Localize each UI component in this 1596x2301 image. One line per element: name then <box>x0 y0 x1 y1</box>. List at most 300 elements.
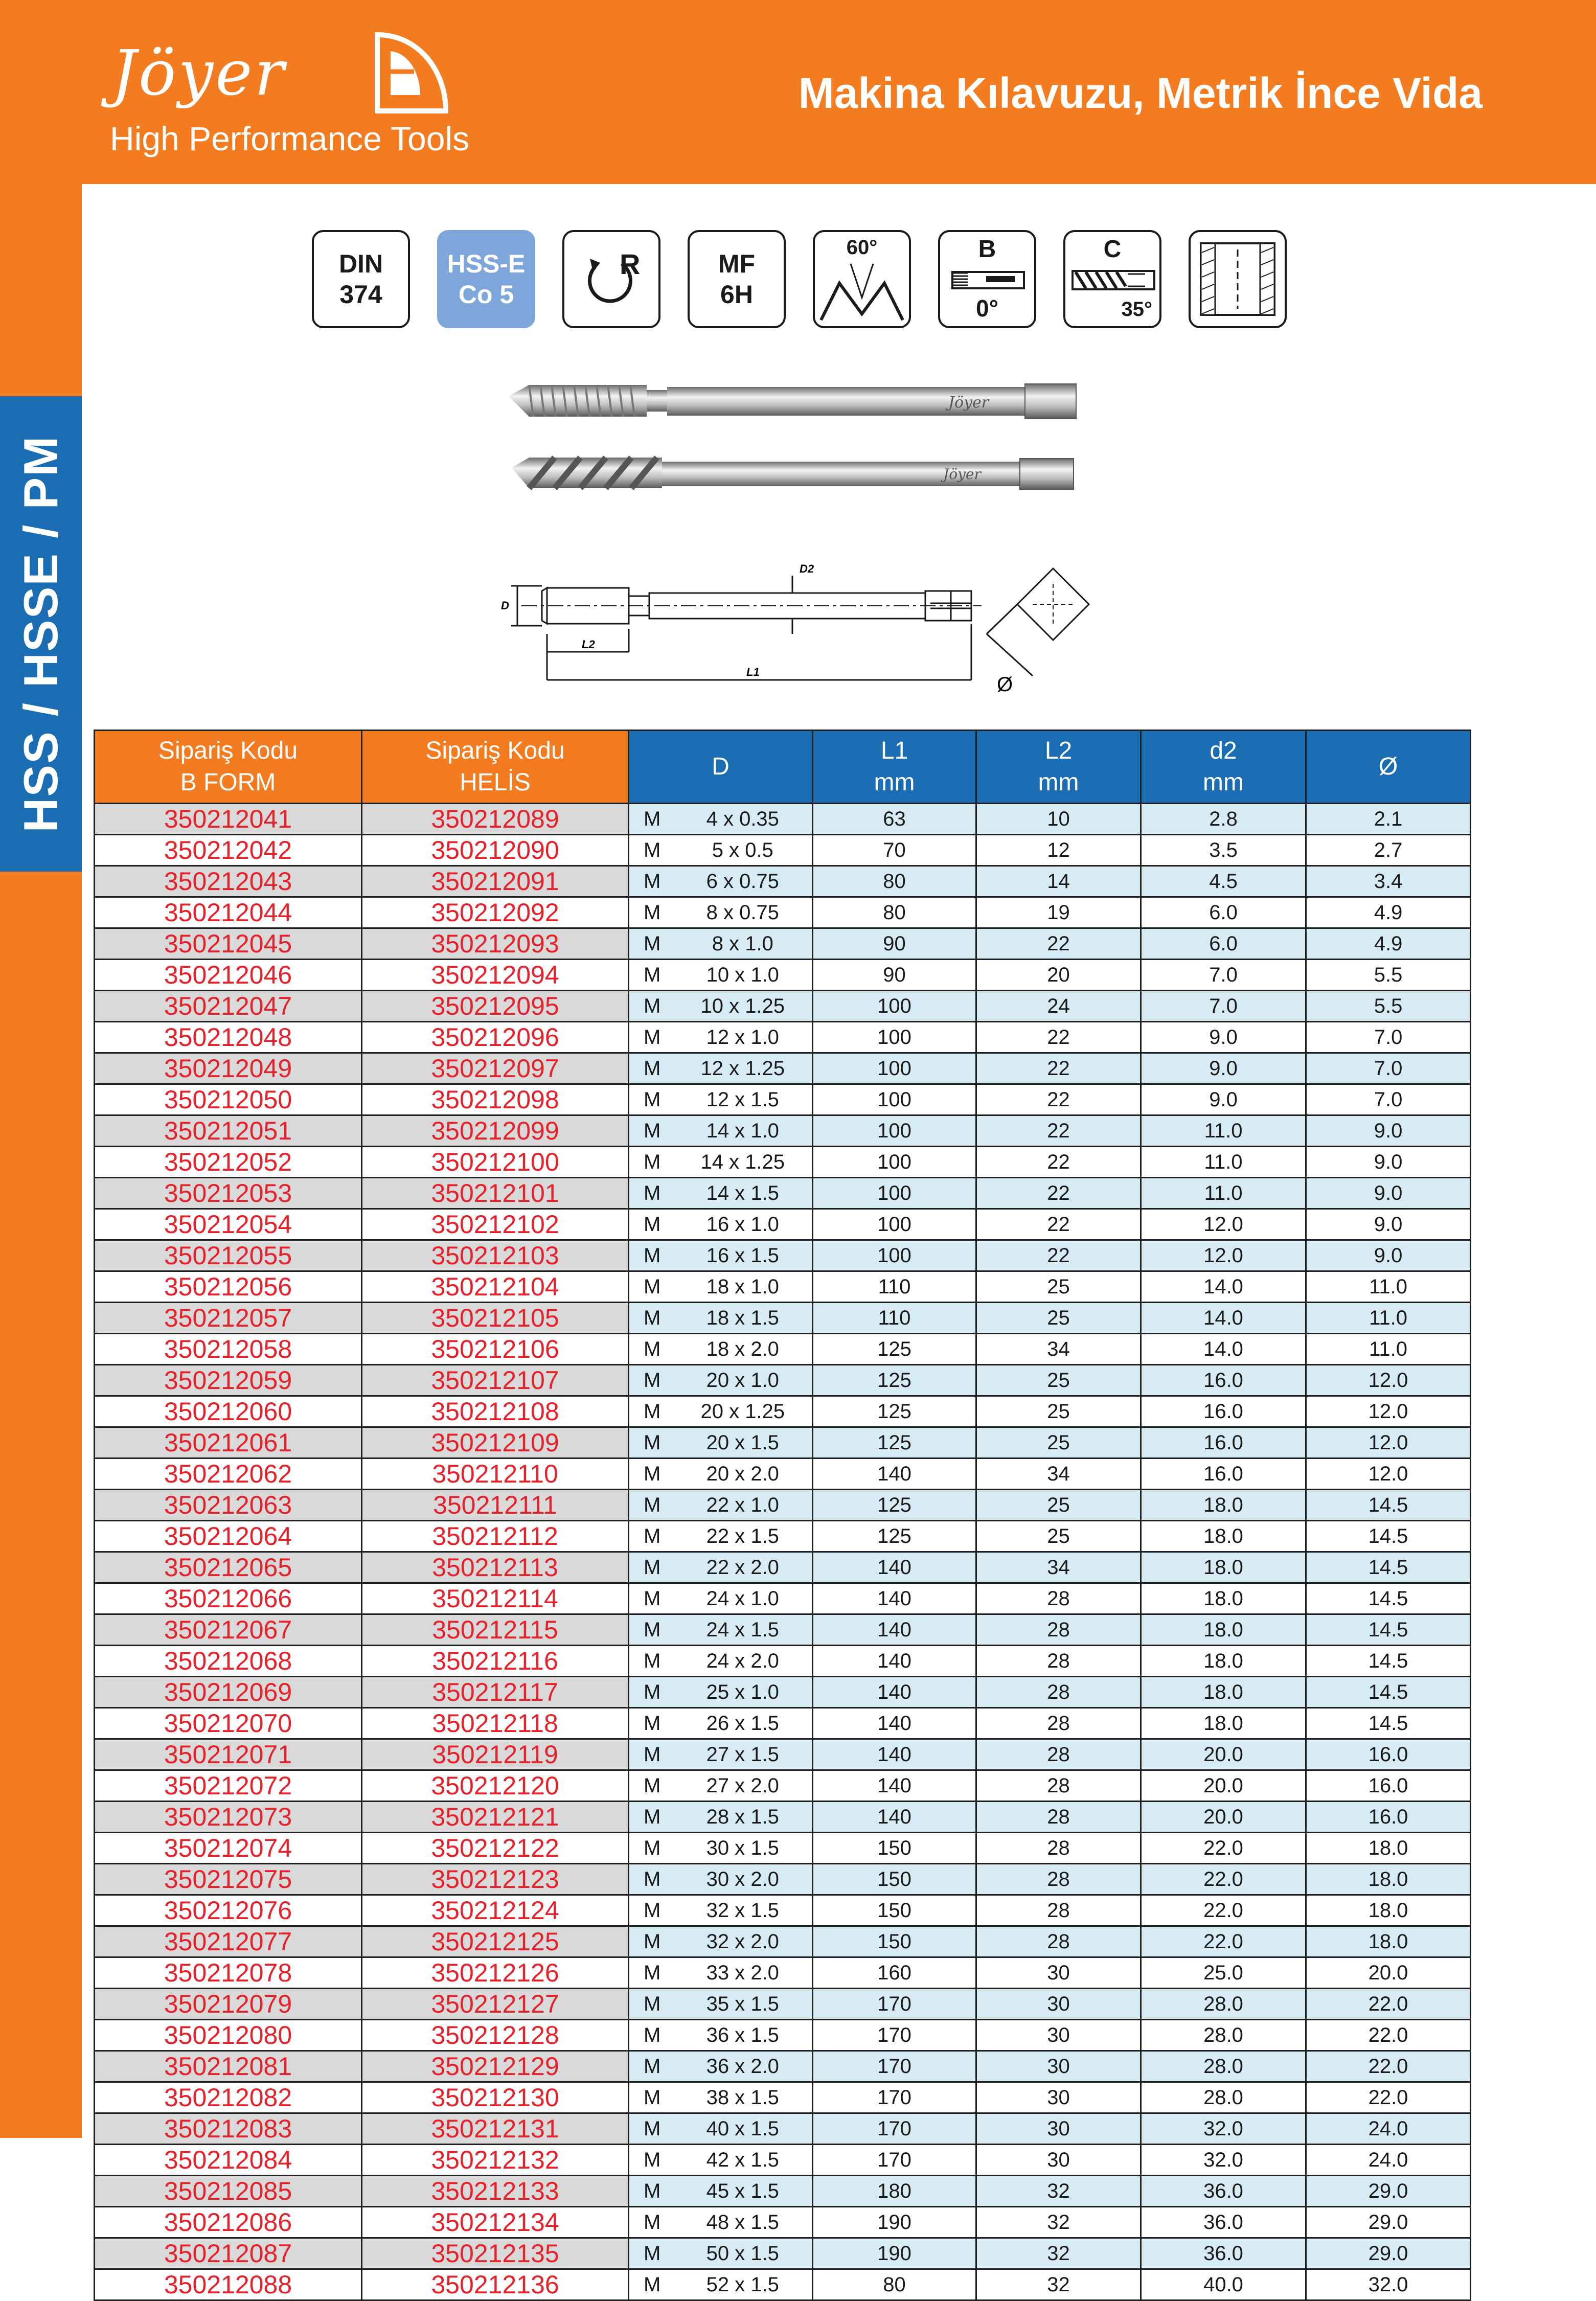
cell-thread-prefix: M <box>629 1770 674 1802</box>
cell-d2: 2.8 <box>1141 804 1306 835</box>
cell-square: 4.9 <box>1306 928 1471 960</box>
cell-thread-size: 20 x 1.0 <box>674 1365 813 1396</box>
cell-l1: 170 <box>813 1989 976 2020</box>
cell-code-helis: 350212129 <box>362 2051 629 2082</box>
cell-l2: 28 <box>976 1677 1141 1708</box>
cell-square: 16.0 <box>1306 1770 1471 1802</box>
cell-d2: 40.0 <box>1141 2269 1306 2300</box>
cell-d2: 32.0 <box>1141 2113 1306 2145</box>
table-row <box>95 991 1471 1022</box>
table-row <box>95 1521 1471 1552</box>
cell-d2: 12.0 <box>1141 1240 1306 1271</box>
cell-l2: 28 <box>976 1739 1141 1770</box>
table-row <box>95 1178 1471 1209</box>
thread-angle-symbol <box>813 230 911 328</box>
cell-code-helis: 350212095 <box>362 991 629 1022</box>
cell-code-helis: 350212096 <box>362 1022 629 1053</box>
table-row <box>95 2020 1471 2051</box>
cell-l1: 190 <box>813 2207 976 2238</box>
cell-thread-prefix: M <box>629 1739 674 1770</box>
dim-square: Ø <box>997 673 1013 696</box>
photo-mark-2: Jöyer <box>943 466 981 483</box>
dim-d: D <box>501 599 509 612</box>
cell-square: 9.0 <box>1306 1240 1471 1271</box>
cell-square: 4.9 <box>1306 897 1471 928</box>
cell-code-b-form: 350212042 <box>95 835 362 866</box>
cell-code-helis: 350212125 <box>362 1926 629 1957</box>
cell-l2: 28 <box>976 1708 1141 1739</box>
cell-code-b-form: 350212045 <box>95 928 362 960</box>
cell-thread-prefix: M <box>629 1646 674 1677</box>
form-c-symbol <box>1063 230 1161 328</box>
cell-thread-prefix: M <box>629 1614 674 1646</box>
cell-code-helis: 350212123 <box>362 1864 629 1895</box>
cell-code-helis: 350212114 <box>362 1583 629 1614</box>
cell-code-helis: 350212108 <box>362 1396 629 1427</box>
cell-d2: 20.0 <box>1141 1770 1306 1802</box>
cell-code-helis: 350212119 <box>362 1739 629 1770</box>
cell-l2: 28 <box>976 1614 1141 1646</box>
table-row <box>95 1802 1471 1833</box>
cell-code-b-form: 350212044 <box>95 897 362 928</box>
cell-square: 9.0 <box>1306 1115 1471 1147</box>
cell-code-b-form: 350212067 <box>95 1614 362 1646</box>
cell-thread-prefix: M <box>629 1864 674 1895</box>
cell-code-b-form: 350212088 <box>95 2269 362 2300</box>
cell-l1: 150 <box>813 1926 976 1957</box>
cell-thread-prefix: M <box>629 928 674 960</box>
tap-photos <box>493 366 1097 524</box>
cell-thread-prefix: M <box>629 804 674 835</box>
cell-code-helis: 350212113 <box>362 1552 629 1583</box>
cell-code-helis: 350212133 <box>362 2176 629 2207</box>
cell-code-helis: 350212105 <box>362 1303 629 1334</box>
cell-l2: 22 <box>976 1022 1141 1053</box>
cell-l1: 140 <box>813 1677 976 1708</box>
cell-code-b-form: 350212059 <box>95 1365 362 1396</box>
cell-square: 12.0 <box>1306 1459 1471 1490</box>
cell-square: 11.0 <box>1306 1334 1471 1365</box>
cell-l2: 28 <box>976 1895 1141 1926</box>
cell-square: 22.0 <box>1306 2051 1471 2082</box>
cell-thread-size: 40 x 1.5 <box>674 2113 813 2145</box>
cell-l2: 30 <box>976 1957 1141 1989</box>
cell-d2: 6.0 <box>1141 897 1306 928</box>
cell-square: 12.0 <box>1306 1365 1471 1396</box>
table-row <box>95 2145 1471 2176</box>
cell-thread-size: 42 x 1.5 <box>674 2145 813 2176</box>
table-row <box>95 2082 1471 2113</box>
cell-thread-prefix: M <box>629 991 674 1022</box>
cell-l2: 30 <box>976 2051 1141 2082</box>
col-header-code-helis: Sipariş Kodu HELİS <box>362 731 629 804</box>
cell-thread-prefix: M <box>629 1802 674 1833</box>
cell-d2: 11.0 <box>1141 1147 1306 1178</box>
cell-thread-size: 16 x 1.5 <box>674 1240 813 1271</box>
cell-thread-prefix: M <box>629 1552 674 1583</box>
cell-l1: 100 <box>813 991 976 1022</box>
cell-l1: 90 <box>813 960 976 991</box>
cell-d2: 18.0 <box>1141 1521 1306 1552</box>
cell-l1: 80 <box>813 2269 976 2300</box>
cell-d2: 16.0 <box>1141 1427 1306 1459</box>
cell-thread-size: 25 x 1.0 <box>674 1677 813 1708</box>
cell-l1: 100 <box>813 1147 976 1178</box>
cell-code-helis: 350212100 <box>362 1147 629 1178</box>
cell-square: 29.0 <box>1306 2176 1471 2207</box>
cell-square: 16.0 <box>1306 1739 1471 1770</box>
straight-flute-tap-image <box>509 384 1076 419</box>
table-row <box>95 1895 1471 1926</box>
helix-angle: 35° <box>1121 298 1152 321</box>
cell-thread-prefix: M <box>629 1521 674 1552</box>
cell-l1: 170 <box>813 2113 976 2145</box>
cell-code-helis: 350212090 <box>362 835 629 866</box>
cell-code-b-form: 350212084 <box>95 2145 362 2176</box>
cell-d2: 16.0 <box>1141 1459 1306 1490</box>
cell-l1: 140 <box>813 1583 976 1614</box>
cell-thread-size: 18 x 1.0 <box>674 1271 813 1303</box>
cell-code-helis: 350212109 <box>362 1427 629 1459</box>
cell-thread-prefix: M <box>629 1271 674 1303</box>
cell-thread-size: 26 x 1.5 <box>674 1708 813 1739</box>
cell-l2: 22 <box>976 1209 1141 1240</box>
cell-d2: 6.0 <box>1141 928 1306 960</box>
cell-square: 18.0 <box>1306 1895 1471 1926</box>
form-b-angle: 0° <box>976 295 998 322</box>
cell-thread-size: 27 x 1.5 <box>674 1739 813 1770</box>
table-row <box>95 1833 1471 1864</box>
col-header-code-b-form: Sipariş Kodu B FORM <box>95 731 362 804</box>
cell-square: 11.0 <box>1306 1303 1471 1334</box>
table-row <box>95 1396 1471 1427</box>
cell-l1: 140 <box>813 1770 976 1802</box>
table-row <box>95 2113 1471 2145</box>
cell-l1: 125 <box>813 1396 976 1427</box>
cell-code-b-form: 350212086 <box>95 2207 362 2238</box>
cell-thread-prefix: M <box>629 1708 674 1739</box>
cell-thread-prefix: M <box>629 1178 674 1209</box>
cell-l1: 140 <box>813 1802 976 1833</box>
cell-l1: 63 <box>813 804 976 835</box>
dim-d2: D2 <box>800 562 814 575</box>
photo-mark-1: Jöyer <box>948 394 989 412</box>
cell-l2: 30 <box>976 2145 1141 2176</box>
cell-d2: 14.0 <box>1141 1334 1306 1365</box>
table-row <box>95 1770 1471 1802</box>
cell-thread-size: 10 x 1.0 <box>674 960 813 991</box>
cell-square: 14.5 <box>1306 1677 1471 1708</box>
cell-l1: 140 <box>813 1614 976 1646</box>
cell-square: 12.0 <box>1306 1427 1471 1459</box>
cell-code-helis: 350212094 <box>362 960 629 991</box>
table-row <box>95 1334 1471 1365</box>
col-header-d2: d2 mm <box>1141 731 1306 804</box>
cell-l2: 25 <box>976 1271 1141 1303</box>
cell-thread-size: 20 x 1.5 <box>674 1427 813 1459</box>
cell-d2: 28.0 <box>1141 2051 1306 2082</box>
cell-thread-size: 6 x 0.75 <box>674 866 813 897</box>
dim-l2: L2 <box>582 638 595 651</box>
cell-thread-size: 22 x 1.5 <box>674 1521 813 1552</box>
cell-code-helis: 350212135 <box>362 2238 629 2269</box>
rotation-arrow-icon <box>564 232 658 326</box>
cell-code-helis: 350212106 <box>362 1334 629 1365</box>
cell-thread-prefix: M <box>629 1334 674 1365</box>
cell-code-helis: 350212104 <box>362 1271 629 1303</box>
cell-code-helis: 350212120 <box>362 1770 629 1802</box>
cell-l2: 32 <box>976 2207 1141 2238</box>
cell-thread-size: 24 x 1.0 <box>674 1583 813 1614</box>
cell-d2: 28.0 <box>1141 2082 1306 2113</box>
cell-l1: 100 <box>813 1178 976 1209</box>
cell-thread-size: 14 x 1.5 <box>674 1178 813 1209</box>
rotation-letter: R <box>620 248 641 280</box>
mf-6h-symbol <box>688 230 786 328</box>
cell-thread-prefix: M <box>629 1396 674 1427</box>
cell-code-b-form: 350212083 <box>95 2113 362 2145</box>
cobalt-label: Co 5 <box>458 280 514 309</box>
cell-square: 18.0 <box>1306 1864 1471 1895</box>
cell-square: 5.5 <box>1306 991 1471 1022</box>
cell-thread-prefix: M <box>629 1459 674 1490</box>
cell-thread-size: 30 x 1.5 <box>674 1833 813 1864</box>
cell-code-b-form: 350212041 <box>95 804 362 835</box>
cell-code-b-form: 350212063 <box>95 1490 362 1521</box>
cell-square: 22.0 <box>1306 1989 1471 2020</box>
cell-thread-prefix: M <box>629 835 674 866</box>
cell-thread-prefix: M <box>629 2082 674 2113</box>
cell-code-helis: 350212130 <box>362 2082 629 2113</box>
cell-d2: 18.0 <box>1141 1646 1306 1677</box>
cell-code-helis: 350212134 <box>362 2207 629 2238</box>
cell-l2: 25 <box>976 1396 1141 1427</box>
technical-drawing <box>481 557 1114 700</box>
cell-l1: 170 <box>813 2051 976 2082</box>
cell-square: 11.0 <box>1306 1271 1471 1303</box>
cell-l1: 110 <box>813 1303 976 1334</box>
right-hand-symbol <box>562 230 660 328</box>
table-row <box>95 1459 1471 1490</box>
cell-l1: 80 <box>813 897 976 928</box>
cell-square: 20.0 <box>1306 1957 1471 1989</box>
hss-e-co5-symbol <box>437 230 535 328</box>
cell-code-helis: 350212132 <box>362 2145 629 2176</box>
thread-angle-label: 60° <box>846 236 878 259</box>
cell-l2: 19 <box>976 897 1141 928</box>
table-row <box>95 1365 1471 1396</box>
table-row <box>95 804 1471 835</box>
cell-code-helis: 350212101 <box>362 1178 629 1209</box>
cell-square: 16.0 <box>1306 1802 1471 1833</box>
cell-square: 18.0 <box>1306 1833 1471 1864</box>
cell-code-helis: 350212099 <box>362 1115 629 1147</box>
cell-code-helis: 350212111 <box>362 1490 629 1521</box>
cell-code-helis: 350212091 <box>362 866 629 897</box>
form-b-letter: B <box>978 236 996 263</box>
cell-l2: 28 <box>976 1802 1141 1833</box>
table-row <box>95 1708 1471 1739</box>
cell-thread-prefix: M <box>629 2207 674 2238</box>
cell-l1: 125 <box>813 1334 976 1365</box>
cell-d2: 18.0 <box>1141 1614 1306 1646</box>
cell-d2: 18.0 <box>1141 1708 1306 1739</box>
table-row <box>95 1022 1471 1053</box>
cell-thread-prefix: M <box>629 1147 674 1178</box>
cell-square: 14.5 <box>1306 1490 1471 1521</box>
cell-square: 5.5 <box>1306 960 1471 991</box>
cell-thread-size: 14 x 1.0 <box>674 1115 813 1147</box>
cell-square: 3.4 <box>1306 866 1471 897</box>
cell-thread-size: 36 x 2.0 <box>674 2051 813 2082</box>
cell-square: 24.0 <box>1306 2113 1471 2145</box>
cell-square: 14.5 <box>1306 1646 1471 1677</box>
cell-code-b-form: 350212082 <box>95 2082 362 2113</box>
cell-code-b-form: 350212085 <box>95 2176 362 2207</box>
cell-l2: 30 <box>976 1989 1141 2020</box>
cell-d2: 36.0 <box>1141 2238 1306 2269</box>
table-row <box>95 835 1471 866</box>
cell-square: 14.5 <box>1306 1614 1471 1646</box>
table-row <box>95 960 1471 991</box>
cell-square: 9.0 <box>1306 1178 1471 1209</box>
cell-thread-prefix: M <box>629 1490 674 1521</box>
cell-l2: 22 <box>976 1084 1141 1115</box>
cell-d2: 7.0 <box>1141 991 1306 1022</box>
cell-thread-size: 12 x 1.5 <box>674 1084 813 1115</box>
col-header-square: Ø <box>1306 731 1471 804</box>
table-row <box>95 1147 1471 1178</box>
cell-d2: 22.0 <box>1141 1833 1306 1864</box>
side-tab-label: HSS / HSSE / PM <box>14 435 67 833</box>
cell-thread-size: 28 x 1.5 <box>674 1802 813 1833</box>
table-row <box>95 1271 1471 1303</box>
cell-l2: 28 <box>976 1646 1141 1677</box>
cell-l1: 140 <box>813 1708 976 1739</box>
table-row <box>95 2238 1471 2269</box>
cell-thread-prefix: M <box>629 2051 674 2082</box>
cell-l2: 32 <box>976 2176 1141 2207</box>
cell-l2: 25 <box>976 1303 1141 1334</box>
cell-code-b-form: 350212061 <box>95 1427 362 1459</box>
cell-code-helis: 350212112 <box>362 1521 629 1552</box>
cell-thread-size: 16 x 1.0 <box>674 1209 813 1240</box>
cell-l1: 140 <box>813 1739 976 1770</box>
cell-thread-prefix: M <box>629 1957 674 1989</box>
cell-code-helis: 350212115 <box>362 1614 629 1646</box>
cell-thread-prefix: M <box>629 1677 674 1708</box>
table-row <box>95 1864 1471 1895</box>
cell-code-b-form: 350212073 <box>95 1802 362 1833</box>
cell-l2: 25 <box>976 1490 1141 1521</box>
brand-logo-text: Jöyer <box>111 37 286 109</box>
cell-l1: 100 <box>813 1209 976 1240</box>
cell-thread-size: 52 x 1.5 <box>674 2269 813 2300</box>
table-row <box>95 2269 1471 2300</box>
cell-l2: 32 <box>976 2238 1141 2269</box>
cell-l2: 28 <box>976 1770 1141 1802</box>
cell-square: 14.5 <box>1306 1521 1471 1552</box>
cell-thread-prefix: M <box>629 1989 674 2020</box>
cell-code-helis: 350212089 <box>362 804 629 835</box>
cell-l2: 22 <box>976 928 1141 960</box>
cell-thread-prefix: M <box>629 897 674 928</box>
col-header-l2: L2 mm <box>976 731 1141 804</box>
cell-code-b-form: 350212055 <box>95 1240 362 1271</box>
cell-d2: 22.0 <box>1141 1864 1306 1895</box>
cell-code-helis: 350212092 <box>362 897 629 928</box>
cell-thread-size: 45 x 1.5 <box>674 2176 813 2207</box>
cell-l2: 28 <box>976 1926 1141 1957</box>
table-row <box>95 2207 1471 2238</box>
cell-code-helis: 350212128 <box>362 2020 629 2051</box>
cell-thread-prefix: M <box>629 2176 674 2207</box>
cell-code-helis: 350212118 <box>362 1708 629 1739</box>
cell-l2: 34 <box>976 1552 1141 1583</box>
cell-code-b-form: 350212069 <box>95 1677 362 1708</box>
table-row <box>95 1053 1471 1084</box>
cell-thread-prefix: M <box>629 2269 674 2300</box>
table-row <box>95 1115 1471 1147</box>
cell-l2: 25 <box>976 1365 1141 1396</box>
cell-thread-size: 33 x 2.0 <box>674 1957 813 1989</box>
cell-l2: 22 <box>976 1147 1141 1178</box>
cell-l1: 140 <box>813 1459 976 1490</box>
cell-d2: 25.0 <box>1141 1957 1306 1989</box>
cell-d2: 22.0 <box>1141 1895 1306 1926</box>
cell-d2: 12.0 <box>1141 1209 1306 1240</box>
cell-l2: 28 <box>976 1864 1141 1895</box>
cell-code-b-form: 350212079 <box>95 1989 362 2020</box>
table-row <box>95 1739 1471 1770</box>
cell-code-b-form: 350212053 <box>95 1178 362 1209</box>
cell-thread-prefix: M <box>629 1365 674 1396</box>
cell-thread-size: 36 x 1.5 <box>674 2020 813 2051</box>
col-header-l1: L1 mm <box>813 731 976 804</box>
cell-l1: 100 <box>813 1115 976 1147</box>
cell-code-b-form: 350212078 <box>95 1957 362 1989</box>
cell-l2: 32 <box>976 2269 1141 2300</box>
cell-square: 12.0 <box>1306 1396 1471 1427</box>
cell-thread-prefix: M <box>629 2145 674 2176</box>
cell-thread-prefix: M <box>629 1833 674 1864</box>
cell-thread-size: 8 x 0.75 <box>674 897 813 928</box>
cell-code-helis: 350212097 <box>362 1053 629 1084</box>
square-section-view <box>987 568 1089 676</box>
cell-d2: 3.5 <box>1141 835 1306 866</box>
tap-outline <box>511 576 982 680</box>
cell-thread-prefix: M <box>629 1427 674 1459</box>
cell-l1: 90 <box>813 928 976 960</box>
table-row <box>95 897 1471 928</box>
cell-l2: 34 <box>976 1334 1141 1365</box>
table-row <box>95 1926 1471 1957</box>
cell-code-b-form: 350212064 <box>95 1521 362 1552</box>
cell-square: 22.0 <box>1306 2020 1471 2051</box>
cell-code-helis: 350212116 <box>362 1646 629 1677</box>
cell-code-b-form: 350212074 <box>95 1833 362 1864</box>
cell-thread-size: 18 x 2.0 <box>674 1334 813 1365</box>
cell-l1: 125 <box>813 1521 976 1552</box>
table-row <box>95 1989 1471 2020</box>
cell-code-b-form: 350212060 <box>95 1396 362 1427</box>
cell-thread-prefix: M <box>629 1115 674 1147</box>
cell-thread-prefix: M <box>629 1084 674 1115</box>
cell-thread-size: 24 x 2.0 <box>674 1646 813 1677</box>
cell-l1: 110 <box>813 1271 976 1303</box>
table-row <box>95 1490 1471 1521</box>
cell-l2: 30 <box>976 2082 1141 2113</box>
